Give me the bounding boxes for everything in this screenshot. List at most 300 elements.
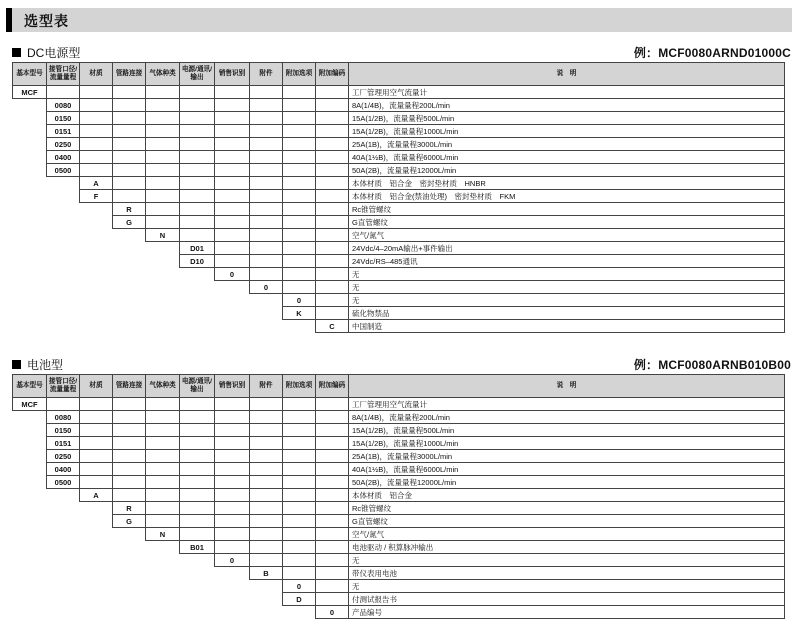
- empty-cell: [13, 216, 47, 229]
- empty-cell: [146, 268, 180, 281]
- blank-cell: [113, 476, 146, 489]
- blank-cell: [113, 151, 146, 164]
- option-description: 8A(1/4B)，流量量程200L/min: [349, 99, 785, 112]
- blank-cell: [80, 138, 113, 151]
- option-description: 付测试报告书: [349, 593, 785, 606]
- blank-cell: [80, 125, 113, 138]
- blank-cell: [215, 99, 250, 112]
- empty-cell: [146, 541, 180, 554]
- table-row: [13, 281, 785, 294]
- table-row: [13, 216, 785, 229]
- empty-cell: [250, 307, 283, 320]
- empty-cell: [146, 567, 180, 580]
- empty-cell: [215, 593, 250, 606]
- option-description: 电池驱动 / 积算脉冲输出: [349, 541, 785, 554]
- option-description: 无: [349, 580, 785, 593]
- blank-cell: [146, 463, 180, 476]
- empty-cell: [13, 242, 47, 255]
- empty-cell: [13, 99, 47, 112]
- empty-cell: [215, 606, 250, 619]
- blank-cell: [146, 86, 180, 99]
- blank-cell: [250, 99, 283, 112]
- blank-cell: [250, 216, 283, 229]
- empty-cell: [113, 242, 146, 255]
- blank-cell: [146, 476, 180, 489]
- blank-cell: [215, 138, 250, 151]
- empty-cell: [13, 554, 47, 567]
- blank-cell: [283, 177, 316, 190]
- blank-cell: [215, 476, 250, 489]
- blank-cell: [283, 489, 316, 502]
- blank-cell: [180, 528, 215, 541]
- blank-cell: [283, 125, 316, 138]
- blank-cell: [283, 450, 316, 463]
- empty-cell: [47, 515, 80, 528]
- table-row: [13, 177, 785, 190]
- blank-cell: [316, 437, 349, 450]
- option-code: 0500: [47, 476, 80, 489]
- option-code: 0150: [47, 424, 80, 437]
- blank-cell: [215, 86, 250, 99]
- blank-cell: [215, 502, 250, 515]
- blank-cell: [215, 398, 250, 411]
- table-row: [13, 138, 785, 151]
- column-header: 接管口径/流量量程: [47, 63, 80, 86]
- option-code: B: [250, 567, 283, 580]
- empty-cell: [283, 320, 316, 333]
- option-code: MCF: [13, 398, 47, 411]
- blank-cell: [316, 541, 349, 554]
- option-code: N: [146, 528, 180, 541]
- empty-cell: [215, 320, 250, 333]
- blank-cell: [215, 190, 250, 203]
- blank-cell: [283, 463, 316, 476]
- blank-cell: [180, 216, 215, 229]
- blank-cell: [180, 112, 215, 125]
- empty-cell: [80, 528, 113, 541]
- blank-cell: [146, 151, 180, 164]
- option-description: 50A(2B)，流量量程12000L/min: [349, 164, 785, 177]
- blank-cell: [283, 437, 316, 450]
- option-description: G直管螺纹: [349, 515, 785, 528]
- blank-cell: [250, 138, 283, 151]
- blank-cell: [146, 112, 180, 125]
- blank-cell: [146, 489, 180, 502]
- table-header-row: [13, 63, 785, 86]
- table-row: [13, 528, 785, 541]
- column-header: 基本型号: [13, 63, 47, 86]
- blank-cell: [250, 463, 283, 476]
- blank-cell: [146, 99, 180, 112]
- table-header-row: [13, 375, 785, 398]
- empty-cell: [80, 320, 113, 333]
- blank-cell: [283, 138, 316, 151]
- empty-cell: [113, 255, 146, 268]
- blank-cell: [316, 151, 349, 164]
- option-code: B01: [180, 541, 215, 554]
- square-bullet-icon: [12, 360, 21, 369]
- blank-cell: [316, 554, 349, 567]
- blank-cell: [215, 151, 250, 164]
- empty-cell: [13, 450, 47, 463]
- column-header: 管路连接: [113, 63, 146, 86]
- empty-cell: [215, 281, 250, 294]
- option-description: 本体材质 铝合金: [349, 489, 785, 502]
- empty-cell: [113, 307, 146, 320]
- empty-cell: [113, 554, 146, 567]
- blank-cell: [283, 255, 316, 268]
- option-description: 25A(1B)，流量量程3000L/min: [349, 450, 785, 463]
- column-header: 气体种类: [146, 63, 180, 86]
- option-description: 产品编号: [349, 606, 785, 619]
- empty-cell: [215, 580, 250, 593]
- blank-cell: [250, 151, 283, 164]
- option-description: 无: [349, 294, 785, 307]
- blank-cell: [316, 216, 349, 229]
- empty-cell: [13, 112, 47, 125]
- table-row: [13, 437, 785, 450]
- column-header: 附件: [250, 63, 283, 86]
- option-description: 15A(1/2B)，流量量程500L/min: [349, 424, 785, 437]
- blank-cell: [250, 242, 283, 255]
- blank-cell: [180, 450, 215, 463]
- table-row: [13, 190, 785, 203]
- option-code: 0: [283, 294, 316, 307]
- blank-cell: [250, 229, 283, 242]
- blank-cell: [113, 450, 146, 463]
- table-row: [13, 229, 785, 242]
- option-code: 0: [316, 606, 349, 619]
- empty-cell: [80, 294, 113, 307]
- blank-cell: [283, 203, 316, 216]
- table-row: [13, 476, 785, 489]
- empty-cell: [13, 606, 47, 619]
- option-code: 0: [215, 268, 250, 281]
- empty-cell: [47, 203, 80, 216]
- blank-cell: [283, 164, 316, 177]
- option-code: 0080: [47, 411, 80, 424]
- blank-cell: [180, 489, 215, 502]
- option-description: 24Vdc/RS–485通讯: [349, 255, 785, 268]
- blank-cell: [80, 99, 113, 112]
- table-row: [13, 567, 785, 580]
- blank-cell: [113, 164, 146, 177]
- empty-cell: [180, 320, 215, 333]
- empty-cell: [47, 606, 80, 619]
- blank-cell: [250, 541, 283, 554]
- blank-cell: [215, 463, 250, 476]
- column-header: 附件: [250, 375, 283, 398]
- column-header: 附加选项: [283, 375, 316, 398]
- blank-cell: [215, 411, 250, 424]
- empty-cell: [250, 606, 283, 619]
- option-description: 硫化物禁品: [349, 307, 785, 320]
- table-row: [13, 450, 785, 463]
- empty-cell: [113, 593, 146, 606]
- blank-cell: [180, 177, 215, 190]
- option-code: 0: [215, 554, 250, 567]
- option-description: 40A(1½B)，流量量程6000L/min: [349, 463, 785, 476]
- blank-cell: [250, 125, 283, 138]
- empty-cell: [113, 268, 146, 281]
- option-code: 0500: [47, 164, 80, 177]
- blank-cell: [113, 125, 146, 138]
- blank-cell: [146, 216, 180, 229]
- section-title: DC电源型: [27, 46, 81, 60]
- empty-cell: [80, 268, 113, 281]
- empty-cell: [215, 567, 250, 580]
- table-row: [13, 320, 785, 333]
- empty-cell: [250, 294, 283, 307]
- blank-cell: [316, 229, 349, 242]
- blank-cell: [215, 424, 250, 437]
- blank-cell: [47, 398, 80, 411]
- empty-cell: [215, 294, 250, 307]
- blank-cell: [146, 190, 180, 203]
- blank-cell: [146, 138, 180, 151]
- option-description: 本体材质 铝合金(禁油处理) 密封垫材质 FKM: [349, 190, 785, 203]
- empty-cell: [47, 294, 80, 307]
- empty-cell: [80, 515, 113, 528]
- blank-cell: [215, 125, 250, 138]
- blank-cell: [283, 398, 316, 411]
- blank-cell: [316, 112, 349, 125]
- blank-cell: [180, 151, 215, 164]
- option-code: G: [113, 216, 146, 229]
- selection-table-battery: [12, 374, 785, 619]
- option-description: 25A(1B)，流量量程3000L/min: [349, 138, 785, 151]
- option-description: 空气/氮气: [349, 528, 785, 541]
- blank-cell: [180, 203, 215, 216]
- empty-cell: [80, 606, 113, 619]
- empty-cell: [146, 307, 180, 320]
- blank-cell: [215, 528, 250, 541]
- blank-cell: [47, 86, 80, 99]
- blank-cell: [113, 86, 146, 99]
- table-row: [13, 398, 785, 411]
- blank-cell: [180, 99, 215, 112]
- blank-cell: [146, 502, 180, 515]
- empty-cell: [180, 567, 215, 580]
- empty-cell: [13, 255, 47, 268]
- blank-cell: [215, 450, 250, 463]
- blank-cell: [283, 99, 316, 112]
- option-code: 0151: [47, 437, 80, 450]
- empty-cell: [80, 567, 113, 580]
- option-code: R: [113, 502, 146, 515]
- blank-cell: [316, 86, 349, 99]
- table-row: [13, 86, 785, 99]
- section-title: 电池型: [27, 358, 64, 372]
- empty-cell: [113, 281, 146, 294]
- table-row: [13, 112, 785, 125]
- option-code: D01: [180, 242, 215, 255]
- option-code: D10: [180, 255, 215, 268]
- blank-cell: [316, 203, 349, 216]
- option-code: R: [113, 203, 146, 216]
- option-description: 15A(1/2B)，流量量程1000L/min: [349, 437, 785, 450]
- blank-cell: [316, 515, 349, 528]
- option-description: 15A(1/2B)，流量量程500L/min: [349, 112, 785, 125]
- blank-cell: [250, 554, 283, 567]
- selection-table-dc: [12, 62, 785, 333]
- empty-cell: [146, 554, 180, 567]
- option-code: D: [283, 593, 316, 606]
- blank-cell: [250, 515, 283, 528]
- table-row: [13, 580, 785, 593]
- empty-cell: [180, 606, 215, 619]
- table-row: [13, 164, 785, 177]
- option-description: Rc锥管螺纹: [349, 203, 785, 216]
- blank-cell: [316, 307, 349, 320]
- blank-cell: [283, 281, 316, 294]
- table-row: [13, 307, 785, 320]
- empty-cell: [13, 281, 47, 294]
- blank-cell: [250, 502, 283, 515]
- empty-cell: [80, 502, 113, 515]
- empty-cell: [80, 541, 113, 554]
- empty-cell: [80, 242, 113, 255]
- section-heading-dc: [12, 44, 80, 61]
- blank-cell: [180, 463, 215, 476]
- table-row: [13, 125, 785, 138]
- blank-cell: [283, 424, 316, 437]
- empty-cell: [80, 216, 113, 229]
- blank-cell: [250, 203, 283, 216]
- blank-cell: [113, 463, 146, 476]
- blank-cell: [80, 398, 113, 411]
- empty-cell: [47, 528, 80, 541]
- option-code: 0250: [47, 138, 80, 151]
- blank-cell: [215, 216, 250, 229]
- empty-cell: [13, 541, 47, 554]
- blank-cell: [250, 164, 283, 177]
- blank-cell: [80, 164, 113, 177]
- empty-cell: [283, 606, 316, 619]
- blank-cell: [215, 515, 250, 528]
- blank-cell: [146, 515, 180, 528]
- blank-cell: [283, 242, 316, 255]
- empty-cell: [80, 580, 113, 593]
- blank-cell: [250, 411, 283, 424]
- empty-cell: [47, 229, 80, 242]
- blank-cell: [80, 151, 113, 164]
- empty-cell: [113, 294, 146, 307]
- empty-cell: [146, 294, 180, 307]
- blank-cell: [316, 99, 349, 112]
- option-description: Rc锥管螺纹: [349, 502, 785, 515]
- option-code: MCF: [13, 86, 47, 99]
- blank-cell: [215, 229, 250, 242]
- square-bullet-icon: [12, 48, 21, 57]
- blank-cell: [283, 411, 316, 424]
- blank-cell: [283, 190, 316, 203]
- option-description: 24Vdc/4–20mA输出+事件输出: [349, 242, 785, 255]
- empty-cell: [113, 567, 146, 580]
- empty-cell: [13, 229, 47, 242]
- table-row: [13, 606, 785, 619]
- empty-cell: [13, 190, 47, 203]
- blank-cell: [316, 567, 349, 580]
- column-header: 销售识别: [215, 375, 250, 398]
- empty-cell: [13, 151, 47, 164]
- blank-cell: [250, 437, 283, 450]
- blank-cell: [316, 255, 349, 268]
- blank-cell: [283, 515, 316, 528]
- blank-cell: [80, 112, 113, 125]
- blank-cell: [180, 476, 215, 489]
- option-code: K: [283, 307, 316, 320]
- option-description: 40A(1½B)，流量量程6000L/min: [349, 151, 785, 164]
- table-row: [13, 294, 785, 307]
- blank-cell: [283, 229, 316, 242]
- column-header: 电源/通讯/输出: [180, 63, 215, 86]
- empty-cell: [47, 255, 80, 268]
- empty-cell: [13, 593, 47, 606]
- blank-cell: [283, 528, 316, 541]
- empty-cell: [13, 502, 47, 515]
- blank-cell: [316, 294, 349, 307]
- blank-cell: [316, 411, 349, 424]
- option-code: 0: [250, 281, 283, 294]
- blank-cell: [316, 242, 349, 255]
- blank-cell: [316, 502, 349, 515]
- empty-cell: [47, 554, 80, 567]
- blank-cell: [113, 489, 146, 502]
- empty-cell: [13, 437, 47, 450]
- blank-cell: [215, 489, 250, 502]
- table-row: [13, 151, 785, 164]
- option-code: 0080: [47, 99, 80, 112]
- blank-cell: [215, 255, 250, 268]
- table-row: [13, 255, 785, 268]
- empty-cell: [13, 138, 47, 151]
- blank-cell: [113, 424, 146, 437]
- option-code: 0250: [47, 450, 80, 463]
- blank-cell: [316, 489, 349, 502]
- empty-cell: [80, 203, 113, 216]
- empty-cell: [146, 593, 180, 606]
- table-row: [13, 593, 785, 606]
- empty-cell: [47, 593, 80, 606]
- option-description: 无: [349, 268, 785, 281]
- option-code: 0400: [47, 463, 80, 476]
- blank-cell: [215, 164, 250, 177]
- column-header: 说 明: [349, 63, 785, 86]
- empty-cell: [13, 307, 47, 320]
- blank-cell: [283, 112, 316, 125]
- option-code: 0151: [47, 125, 80, 138]
- blank-cell: [316, 593, 349, 606]
- empty-cell: [250, 320, 283, 333]
- empty-cell: [47, 580, 80, 593]
- blank-cell: [283, 151, 316, 164]
- option-description: G直管螺纹: [349, 216, 785, 229]
- column-header: 基本型号: [13, 375, 47, 398]
- blank-cell: [250, 86, 283, 99]
- empty-cell: [113, 229, 146, 242]
- blank-cell: [250, 190, 283, 203]
- empty-cell: [146, 606, 180, 619]
- section-heading-battery: [12, 356, 63, 373]
- empty-cell: [47, 281, 80, 294]
- empty-cell: [80, 593, 113, 606]
- blank-cell: [316, 424, 349, 437]
- empty-cell: [113, 580, 146, 593]
- option-code: F: [80, 190, 113, 203]
- empty-cell: [47, 242, 80, 255]
- empty-cell: [180, 580, 215, 593]
